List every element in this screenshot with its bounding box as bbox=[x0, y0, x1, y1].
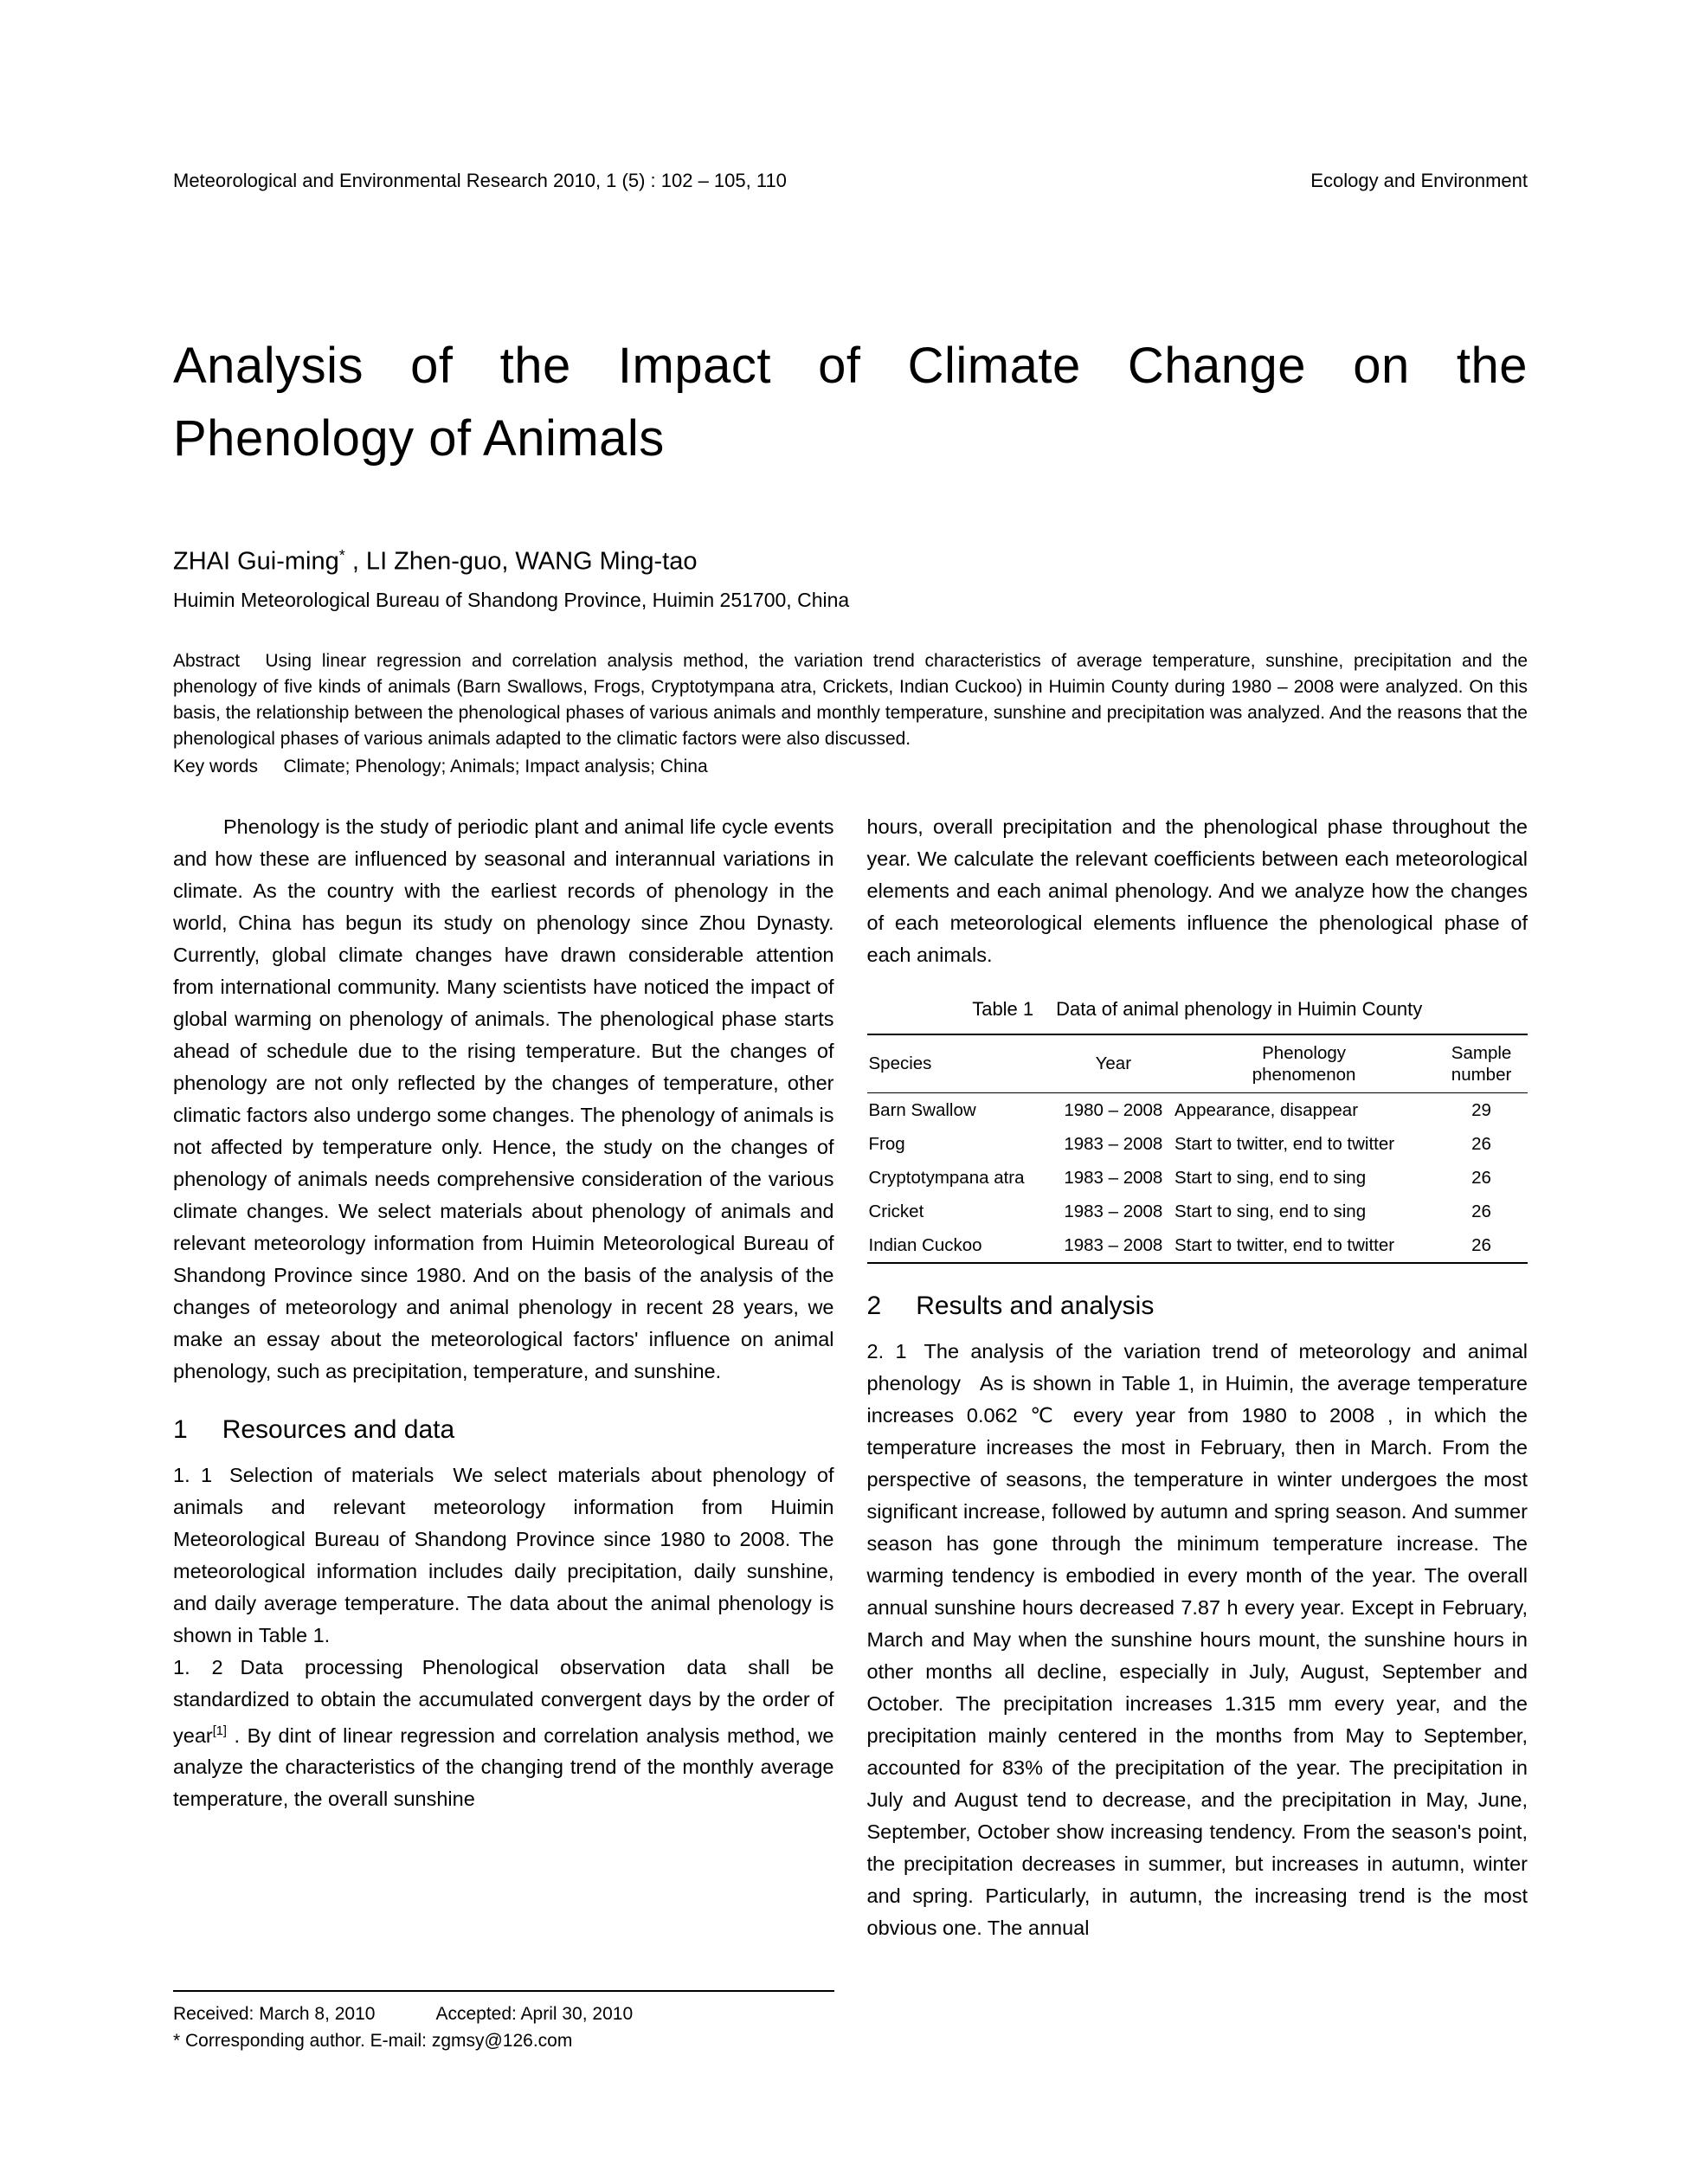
table-cell-species: Cryptotympana atra bbox=[868, 1167, 1025, 1188]
table-row bbox=[867, 1161, 1528, 1195]
phenology-table bbox=[867, 1034, 1528, 1264]
subsection-1-2-text-start: Phenological observation data shall be standardized to obtain the accumulated convergent days by the order of year bbox=[173, 1655, 834, 1747]
table-cell-phenomenon: Appearance, disappear bbox=[1174, 1099, 1359, 1120]
abstract-block bbox=[173, 648, 1528, 752]
table-body bbox=[867, 1092, 1528, 1263]
table-cell-sample: 26 bbox=[1471, 1234, 1491, 1255]
accepted-date: Accepted: April 30, 2010 bbox=[435, 2003, 634, 2024]
abstract-label: Abstract bbox=[173, 650, 241, 671]
right-column bbox=[867, 811, 1528, 2054]
received-date: Received: March 8, 2010 bbox=[173, 2003, 376, 2024]
paper-title-line1: Analysis of the Impact of Climate Change on the bbox=[173, 338, 1528, 394]
continuation-paragraph: hours, overall precipitation and the phenological phase throughout the year. We calculate the relevant coefficients between each meteorological elements and each animal phenology. And we analyze how the changes of each meteorological elements influence the phenological phase of each animals. bbox=[866, 815, 1528, 966]
section-1-heading bbox=[173, 1414, 834, 1446]
authors-line bbox=[173, 538, 1528, 579]
table-row bbox=[867, 1195, 1528, 1228]
table-cell-species: Frog bbox=[868, 1133, 905, 1154]
footnote-block bbox=[173, 1990, 834, 2054]
subsection-2-1-text: As is shown in Table 1, in Huimin, the average temperature increases 0.062 ℃ every year from 1980 to 2008 , in which the temperature increases the most in February, then in March. From the perspective of seasons, the temperature in winter undergoes the most significant increase, followed by autumn and spring season. And summer season has gone through the minimum temperature increase. The warming tendency is embodied in every month of the year. The overall annual sunshine hours decreased 7.87 h every year. Except in February, March and May when the sunshine hours mount, the sunshine hours in other months all decline, especially in July, August, September and October. The precipitation increases 1.315 mm every year, and the precipitation mainly centered in the months from May to September, accounted for 83% of the precipitation of the year. The precipitation in July and August tend to decrease, and the precipitation in May, June, September, October show increasing tendency. From the season's point, the precipitation decreases in summer, but increases in autumn, winter and spring. Particularly, in autumn, the increasing trend is the most obvious one. The annual bbox=[866, 1371, 1528, 1939]
column-header-sample-line2: number bbox=[1451, 1064, 1512, 1085]
table-cell-sample: 26 bbox=[1471, 1201, 1491, 1221]
keywords-label: Key words bbox=[173, 756, 259, 776]
author-name-first: ZHAI Gui-ming bbox=[173, 547, 339, 576]
corresponding-author-note: * Corresponding author. E-mail: zgmsy@126.com bbox=[173, 2030, 573, 2051]
table-cell-phenomenon: Start to sing, end to sing bbox=[1174, 1167, 1367, 1188]
dates-line bbox=[173, 2000, 834, 2027]
table-1-block bbox=[867, 997, 1528, 1264]
affiliation-line: Huimin Meteorological Bureau of Shandong Province, Huimin 251700, China bbox=[173, 588, 850, 611]
journal-citation: Meteorological and Environmental Research 2010, 1 (5) : 102 – 105, 110 bbox=[173, 170, 787, 191]
section-2-title: Results and analysis bbox=[916, 1291, 1155, 1320]
footnote-rule bbox=[173, 1990, 834, 1992]
subsection-2-1-paragraph bbox=[867, 1336, 1528, 1944]
keywords-block bbox=[173, 754, 1528, 780]
table-header bbox=[867, 1034, 1528, 1093]
subsection-1-2-number: 1. 2 bbox=[173, 1655, 223, 1678]
column-header-sample-line1: Sample bbox=[1451, 1042, 1512, 1063]
journal-section-label: Ecology and Environment bbox=[1310, 170, 1528, 191]
column-header-phenomenon bbox=[1173, 1034, 1435, 1093]
column-header-year: Year bbox=[1095, 1053, 1132, 1074]
subsection-1-2-heading: Data processing bbox=[240, 1655, 403, 1678]
column-header-phenomenon-line2: phenomenon bbox=[1252, 1064, 1356, 1085]
column-header-sample bbox=[1435, 1034, 1528, 1093]
section-2-heading bbox=[867, 1290, 1528, 1322]
table-cell-sample: 29 bbox=[1471, 1099, 1491, 1120]
table-row bbox=[867, 1092, 1528, 1127]
reference-mark: [1] bbox=[212, 1723, 227, 1738]
table-1-caption bbox=[867, 997, 1528, 1021]
table-cell-species: Barn Swallow bbox=[868, 1099, 976, 1120]
intro-paragraph: Phenology is the study of periodic plant and animal life cycle events and how these are influenced by seasonal and interannual variations in climate. As the country with the earliest records of phenology in the world, China has begun its study on phenology since Zhou Dynasty. Currently, global climate changes have drawn considerable attention from international community. Many scientists have noticed the impact of global warming on phenology of animals. The phenological phase starts ahead of schedule due to the rising temperature. But the changes of phenology are not only reflected by the changes of temperature, other climatic factors also undergo some changes. The phenology of animals is not affected by temperature only. Hence, the study on the changes of phenology of animals needs comprehensive consideration of the various climate changes. We select materials about phenology of animals and relevant meteorology information from Huimin Meteorological Bureau of Shandong Province since 1980. And on the basis of the analysis of the changes of meteorology and animal phenology in recent 28 years, we make an essay about the meteorological factors' influence on animal phenology, such as precipitation, temperature, and sunshine. bbox=[173, 815, 834, 1382]
section-1-title: Resources and data bbox=[222, 1414, 455, 1444]
subsection-1-1-heading: Selection of materials bbox=[229, 1463, 434, 1486]
subsection-1-2-text-end: . By dint of linear regression and correlation analysis method, we analyze the characteristics of the changing trend of the monthly average temperature, the overall sunshine bbox=[173, 1723, 834, 1811]
left-column bbox=[173, 811, 834, 2054]
corresponding-author-mark: * bbox=[338, 546, 345, 564]
table-1-label: Table 1 bbox=[972, 997, 1034, 1020]
table-cell-species: Indian Cuckoo bbox=[868, 1234, 982, 1255]
subsection-1-1-text: We select materials about phenology of animals and relevant meteorology information from Huimin Meteorological Bureau of Shandong Province since 1980 to 2008. The meteorological information includes daily precipitation, daily sunshine, and daily average temperature. The data about the animal phenology is shown in Table 1. bbox=[173, 1463, 834, 1646]
paper-title bbox=[173, 330, 1528, 475]
subsection-1-2-paragraph bbox=[173, 1652, 834, 1816]
table-row bbox=[867, 1228, 1528, 1263]
subsection-2-1-heading: The analysis of the variation trend of meteorology and animal phenology bbox=[866, 1339, 1528, 1395]
paper-title-line2: Phenology of Animals bbox=[173, 410, 665, 467]
table-row bbox=[867, 1127, 1528, 1161]
subsection-1-1-paragraph bbox=[173, 1459, 834, 1652]
column-header-species: Species bbox=[868, 1053, 932, 1074]
subsection-2-1-number: 2. 1 bbox=[866, 1339, 907, 1363]
table-cell-sample: 26 bbox=[1471, 1167, 1491, 1188]
column-header-phenomenon-line1: Phenology bbox=[1262, 1042, 1347, 1063]
table-cell-phenomenon: Start to twitter, end to twitter bbox=[1174, 1234, 1395, 1255]
subsection-1-1-number: 1. 1 bbox=[173, 1463, 213, 1486]
abstract-text: Using linear regression and correlation analysis method, the variation trend characteristics of average temperature, sunshine, precipitation and the phenology of five kinds of animals (Barn Swallows, Frogs, Cryptotympana atra, Crickets, Indian Cuckoo) in Huimin County during 1980 – 2008 were analyzed. On this basis, the relationship between the phenological phases of various animals and monthly temperature, sunshine and precipitation was analyzed. And the reasons that the phenological phases of various animals adapted to the climatic factors were also discussed. bbox=[173, 650, 1528, 749]
table-1-caption-text: Data of animal phenology in Huimin County bbox=[1056, 997, 1423, 1020]
table-cell-year: 1983 – 2008 bbox=[1064, 1234, 1163, 1255]
section-1-number: 1 bbox=[173, 1414, 188, 1444]
table-header-row bbox=[867, 1034, 1528, 1093]
section-2-number: 2 bbox=[866, 1291, 882, 1320]
keywords-text: Climate; Phenology; Animals; Impact analysis; China bbox=[283, 756, 708, 776]
table-cell-year: 1983 – 2008 bbox=[1064, 1167, 1163, 1188]
table-cell-year: 1980 – 2008 bbox=[1064, 1099, 1163, 1120]
table-cell-year: 1983 – 2008 bbox=[1064, 1133, 1163, 1154]
table-cell-species: Cricket bbox=[868, 1201, 924, 1221]
table-cell-phenomenon: Start to sing, end to sing bbox=[1174, 1201, 1367, 1221]
page-header bbox=[173, 169, 1528, 193]
author-names-rest: , LI Zhen-guo, WANG Ming-tao bbox=[344, 547, 698, 576]
table-cell-phenomenon: Start to twitter, end to twitter bbox=[1174, 1133, 1395, 1154]
table-cell-sample: 26 bbox=[1471, 1133, 1491, 1154]
table-cell-year: 1983 – 2008 bbox=[1064, 1201, 1163, 1221]
two-column-body bbox=[173, 811, 1528, 2054]
